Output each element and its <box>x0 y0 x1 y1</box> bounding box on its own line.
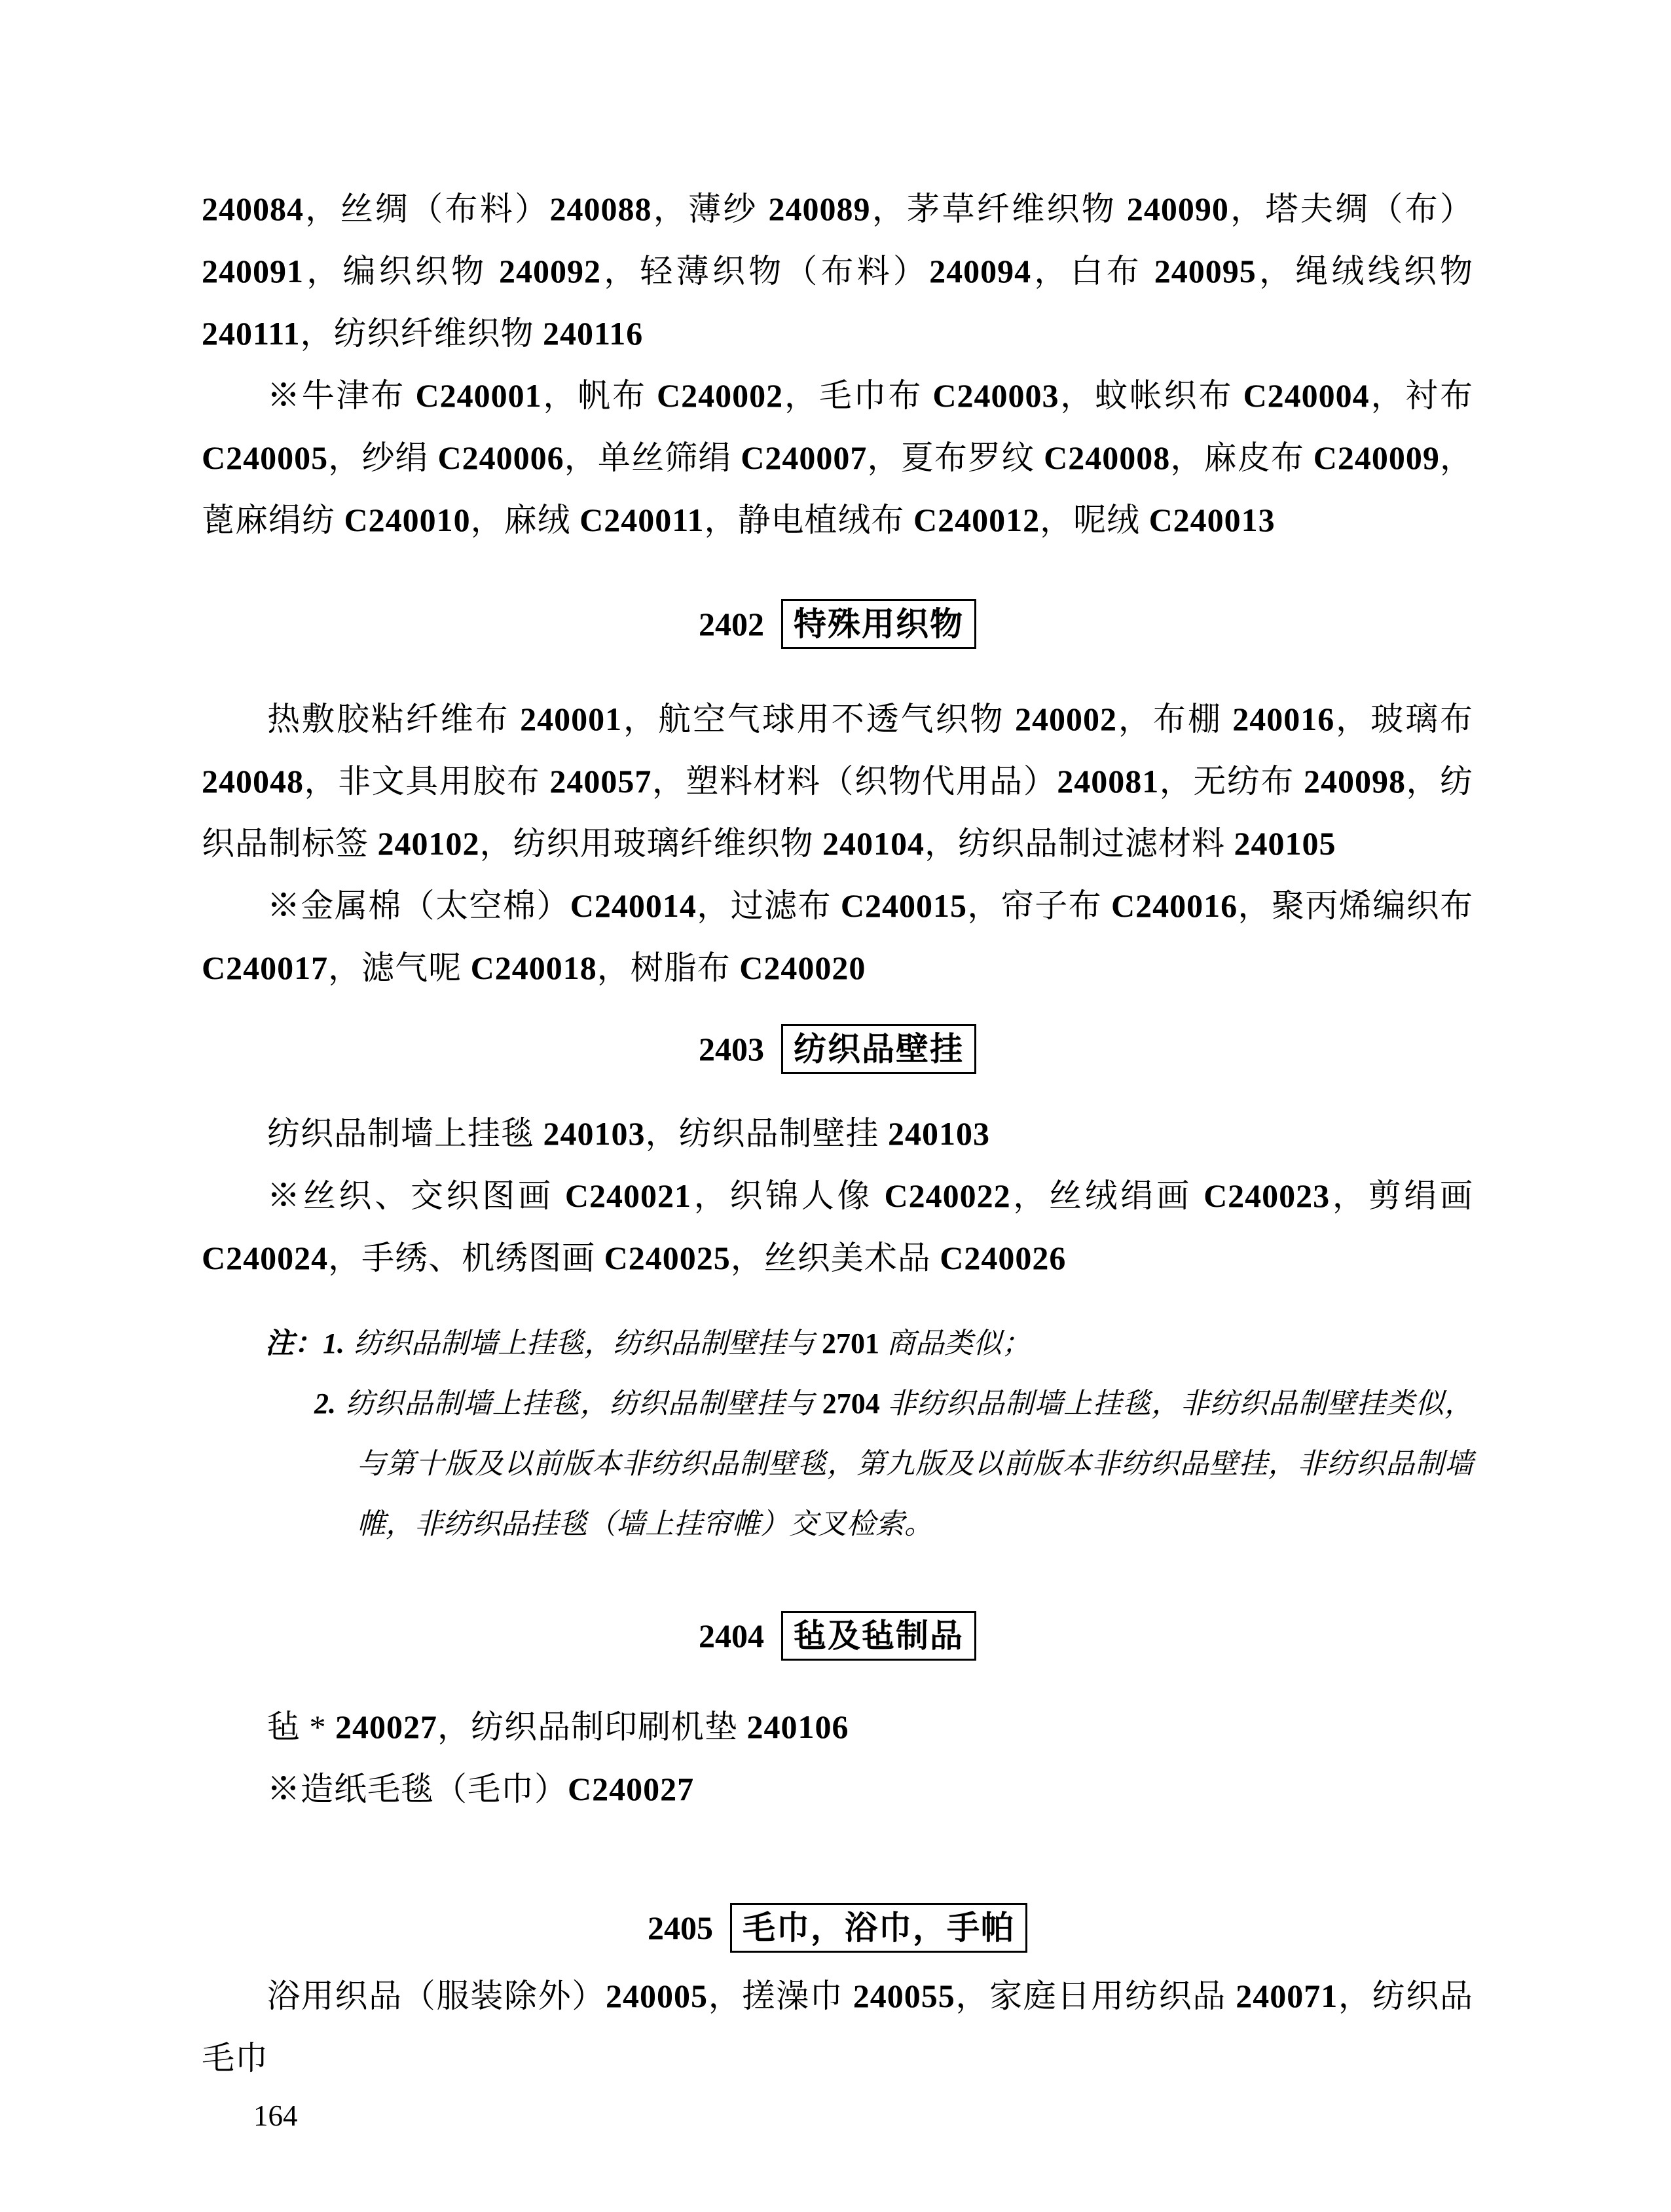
heading-title-box: 特殊用织物 <box>781 599 976 649</box>
note-label: 注：1. <box>265 1327 344 1359</box>
heading-code: 2402 <box>699 606 764 642</box>
page-number: 164 <box>253 2099 298 2132</box>
note-label: 2. <box>314 1388 336 1420</box>
note-item <box>265 1314 1473 1374</box>
goods-paragraph: 纺织品制墙上挂毯 240103，纺织品制壁挂 240103 <box>267 1115 990 1152</box>
note-text: 纺织品制墙上挂毯，纺织品制壁挂与 2704 非纺织品制墙上挂毯，非纺织品制壁挂类似，与第十版及以前版本非纺织品制壁毯，第九版及以前版本非纺织品壁挂，非纺织品制墙帷，非纺织品挂毯（墙上挂帘帷）交叉检索。 <box>345 1388 1474 1540</box>
section-heading-2403 <box>202 1024 1473 1074</box>
heading-title-box: 毡及毡制品 <box>781 1611 976 1661</box>
goods-paragraph-c-codes: ※金属棉（太空棉）C240014，过滤布 C240015，帘子布 C240016，聚丙烯编织布 C240017，滤气呢 C240018，树脂布 C240020 <box>202 887 1474 986</box>
goods-paragraph-continuation: 240084，丝绸（布料）240088，薄纱 240089，茅草纤维织物 240090，塔夫绸（布）240091，编织织物 240092，轻薄织物（布料）240094，白布 240095，绳绒线织物 240111，纺织纤维织物 240116 <box>202 191 1474 352</box>
section-heading-2404 <box>202 1611 1473 1661</box>
goods-paragraph: 热敷胶粘纤维布 240001，航空气球用不透气织物 240002，布棚 240016，玻璃布 240048，非文具用胶布 240057，塑料材料（织物代用品）240081，无纺布 240098，纺织品制标签 240102，纺织用玻璃纤维织物 240104，纺织品制过滤材料 240105 <box>202 701 1474 862</box>
heading-title-box: 纺织品壁挂 <box>781 1024 976 1074</box>
goods-paragraph: 毡 * 240027，纺织品制印刷机垫 240106 <box>267 1708 849 1745</box>
goods-paragraph: 浴用织品（服装除外）240005，搓澡巾 240055，家庭日用纺织品 240071，纺织品毛巾 <box>202 1978 1474 2076</box>
heading-code: 2405 <box>648 1909 713 1946</box>
heading-title-box: 毛巾，浴巾，手帕 <box>730 1903 1027 1953</box>
goods-paragraph-c-codes: ※牛津布 C240001，帆布 C240002，毛巾布 C240003，蚊帐织布 C240004，衬布 C240005，纱绢 C240006，单丝筛绢 C240007，夏布罗纹 C240008，麻皮布 C240009，蓖麻绢纺 C240010，麻绒 C240011，静电植绒布 C240012，呢绒 C240013 <box>202 377 1474 538</box>
page-content <box>202 0 1473 2135</box>
heading-code: 2404 <box>699 1617 764 1654</box>
note-block <box>265 1314 1473 1555</box>
section-heading-2402 <box>202 599 1473 649</box>
goods-paragraph-c-codes: ※丝织、交织图画 C240021，织锦人像 C240022，丝绒绢画 C240023，剪绢画 C240024，手绣、机绣图画 C240025，丝织美术品 C240026 <box>202 1177 1474 1276</box>
heading-code: 2403 <box>699 1031 764 1067</box>
note-item <box>265 1374 1473 1555</box>
section-heading-2405 <box>202 1903 1473 1953</box>
goods-paragraph-c-codes: ※造纸毛毯（毛巾）C240027 <box>267 1771 695 1807</box>
note-text: 纺织品制墙上挂毯，纺织品制壁挂与 2701 商品类似； <box>354 1327 1031 1359</box>
